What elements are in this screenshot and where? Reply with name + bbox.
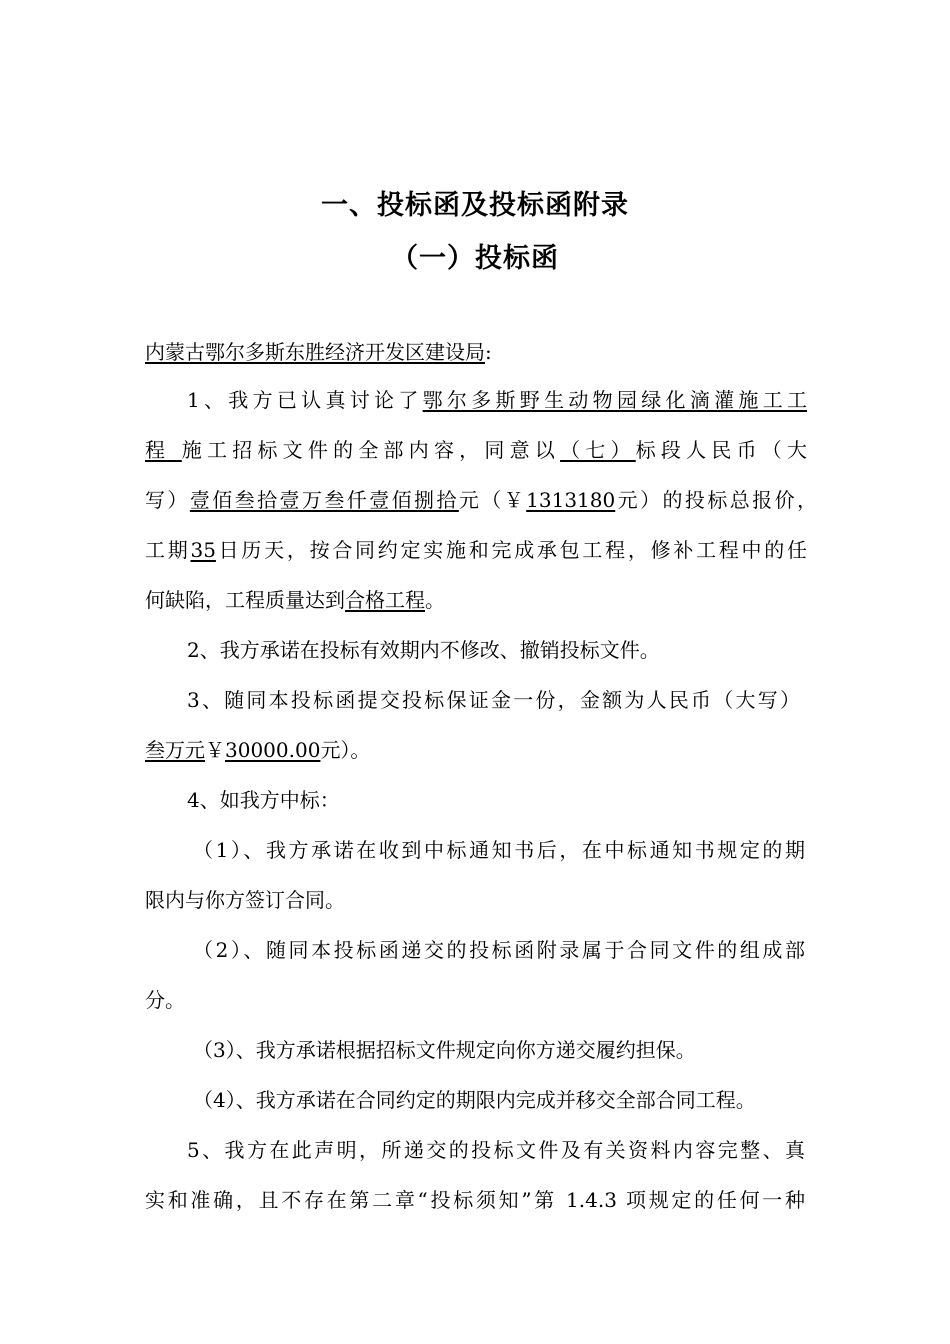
p1-l5b: 。 [425, 588, 445, 612]
p4-item2-line1: （2）、随同本投标函递交的投标函附录属于合同文件的组成部 [193, 938, 805, 962]
p1-mid1: 施工招标文件的全部内容，同意以 [181, 438, 561, 462]
p4-item3: （3）、我方承诺根据招标文件规定向你方递交履约担保。 [193, 1038, 696, 1062]
project-name-part2: 程 [145, 438, 182, 462]
amount-in-words: 壹佰叁拾壹万叁仟壹佰捌拾 [189, 488, 459, 512]
p4-item1-line1: （1）、我方承诺在收到中标通知书后，在中标通知书规定的期 [193, 838, 805, 862]
p3-line1: 3、随同本投标函提交投标保证金一份，金额为人民币（大写） [187, 688, 800, 712]
addressee-colon: : [485, 340, 492, 364]
p1-l3b: 元（￥ [458, 488, 527, 512]
sub-heading: （一）投标函 [391, 243, 559, 274]
p1-l3a: 写） [145, 488, 190, 512]
p4-item1-line2: 限内与你方签订合同。 [145, 888, 345, 912]
p1-l4a: 工期 [145, 538, 191, 562]
deposit-number: 30000.00 [225, 738, 321, 762]
p1-line5 [145, 585, 810, 615]
main-heading: 一、投标函及投标函附录 [321, 190, 629, 221]
p1-line1 [187, 385, 807, 415]
amount-number: 1313180 [526, 488, 616, 512]
addressee-line [145, 337, 810, 367]
p1-line3 [145, 485, 817, 515]
deposit-in-words: 叁万元 [145, 738, 205, 762]
p3-l2b: 元）。 [320, 738, 371, 762]
p3-l2a: ￥ [205, 738, 225, 762]
p1-mid2: 标段人民币（大 [635, 438, 808, 462]
p1-line2 [145, 435, 807, 465]
p4-item4: （4）、我方承诺在合同约定的期限内完成并移交全部合同工程。 [193, 1088, 756, 1112]
project-name-part1: 鄂尔多斯野生动物园绿化滴灌施工工 [422, 388, 807, 412]
p1-line4 [145, 535, 807, 565]
p2-line: 2、我方承诺在投标有效期内不修改、撤销投标文件。 [187, 638, 660, 662]
p1-l3c: 元）的投标总报价， [615, 488, 818, 512]
quality-standard: 合格工程 [345, 588, 425, 612]
p1-l4b: 日历天，按合同约定实施和完成承包工程，修补工程中的任 [215, 538, 808, 562]
addressee: 内蒙古鄂尔多斯东胜经济开发区建设局 [145, 340, 485, 364]
p4-item2-line2: 分。 [145, 988, 185, 1012]
construction-days: 35 [190, 538, 216, 562]
p5-line2: 实和准确，且不存在第二章“投标须知”第 1.4.3 项规定的任何一种 [145, 1188, 805, 1212]
p3-line2 [145, 735, 810, 765]
p5-line1: 5、我方在此声明，所递交的投标文件及有关资料内容完整、真 [187, 1138, 805, 1162]
p1-l5a: 何缺陷，工程质量达到 [145, 588, 345, 612]
p4-lead: 4、如我方中标： [187, 788, 340, 812]
bid-section: （七） [560, 438, 636, 462]
p1-lead: 1、我方已认真讨论了 [187, 388, 423, 412]
